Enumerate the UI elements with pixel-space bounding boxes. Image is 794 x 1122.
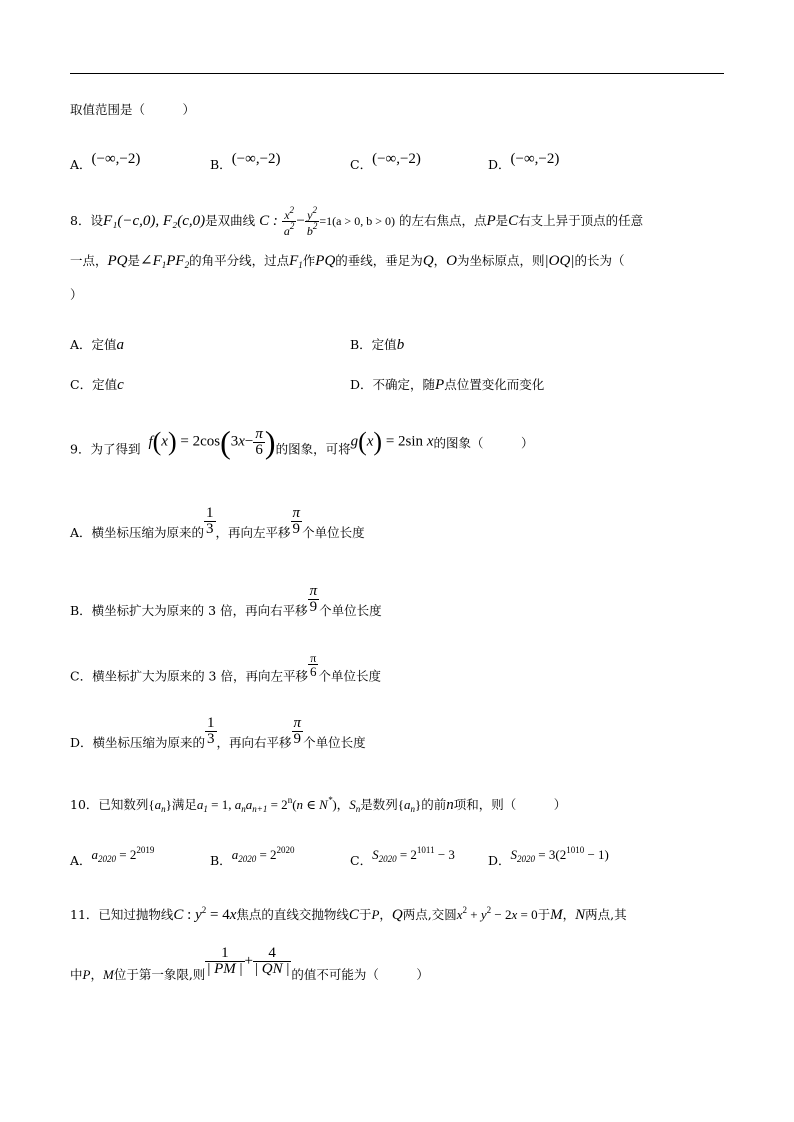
q9-line1: 9．为了得到 f(x) = 2cos(3x− $\frac{\pi}{6}$ )的图象，可将g(x) = 2sin x的图象（ ）	[70, 424, 534, 460]
q10-option-d: D．$S_{2020} = 3(2^{1010} - 1)$	[488, 845, 609, 868]
q10-option-b: B．$a_{2020} = 2^{2020}$	[210, 845, 295, 868]
q7-option-a: A．(−∞,−2)	[70, 151, 141, 172]
q10-option-a: A．$a_{2020} = 2^{2019}$	[70, 845, 155, 868]
q7-tail: 取值范围是（ ）	[70, 102, 196, 117]
q11-line2: 中P，M位于第一象限,则 $\frac{1}{| PM |}$ + $\frac{4}{| QN |}$ 的值不可能为（ ）	[70, 945, 429, 982]
q9-option-b: B．横坐标扩大为原来的 3 倍，再向右平移 $\frac{\pi}{9}$ 个单位长度	[70, 583, 382, 618]
q11-line1: 11．已知过抛物线C : $y^2 = 4x$焦点的直线交抛物线C于P，Q两点,交圆$x^2 + y^2 - 2x = 0$于M，N两点,其	[70, 905, 627, 923]
q7-option-c: C．(−∞,−2)	[350, 151, 421, 172]
q9-option-d: D．横坐标压缩为原来的 $\frac{1}{3}$ ，再向右平移 $\frac{\pi}{9}$ 个单位长度	[70, 715, 366, 750]
q7-option-b: B．(−∞,−2)	[210, 151, 281, 172]
q10-option-c: C．$S_{2020} = 2^{1011} - 3$	[350, 845, 455, 868]
q8-line2: 一点，PQ是$\angle F_1PF_2$的角平分线，过点$F_1$作PQ的垂线，垂足为Q，O为坐标原点，则|OQ|的长为（	[70, 253, 625, 270]
q7-option-d: D．(−∞,−2)	[488, 151, 560, 172]
q8-option-a: A．定值a	[70, 337, 125, 353]
q8-line1: 8．设F₁(−c,0), F₂(c,0)是双曲线 C : $\frac{x^2}{a^2}$ − $\frac{y^2}{b^2}$ =1(a > 0, b > 0) 的左右焦点，点P是C右支上异于顶点的任意	[70, 205, 644, 238]
q8-option-c: C．定值c	[70, 377, 124, 393]
header-rule	[70, 73, 724, 74]
q8-option-d: D．不确定，随P点位置变化而变化	[350, 377, 545, 393]
q8-line3: ）	[70, 287, 83, 302]
q9-option-c: C．横坐标扩大为原来的 3 倍，再向左平移 $\frac{\pi}{6}$ 个单位长度	[70, 651, 381, 684]
q10-line1: 10．已知数列$\{a_n\}$满足$a_1 = 1$, $a_na_{n+1} = 2^n(n$ ∈ N*)，$S_n$是数列$\{a_n\}$的前n项和，则（ ）	[70, 795, 567, 814]
q8-option-b: B．定值b	[350, 337, 405, 353]
q9-option-a: A．横坐标压缩为原来的 $\frac{1}{3}$ ，再向左平移 $\frac{\pi}{9}$ 个单位长度	[70, 505, 365, 540]
